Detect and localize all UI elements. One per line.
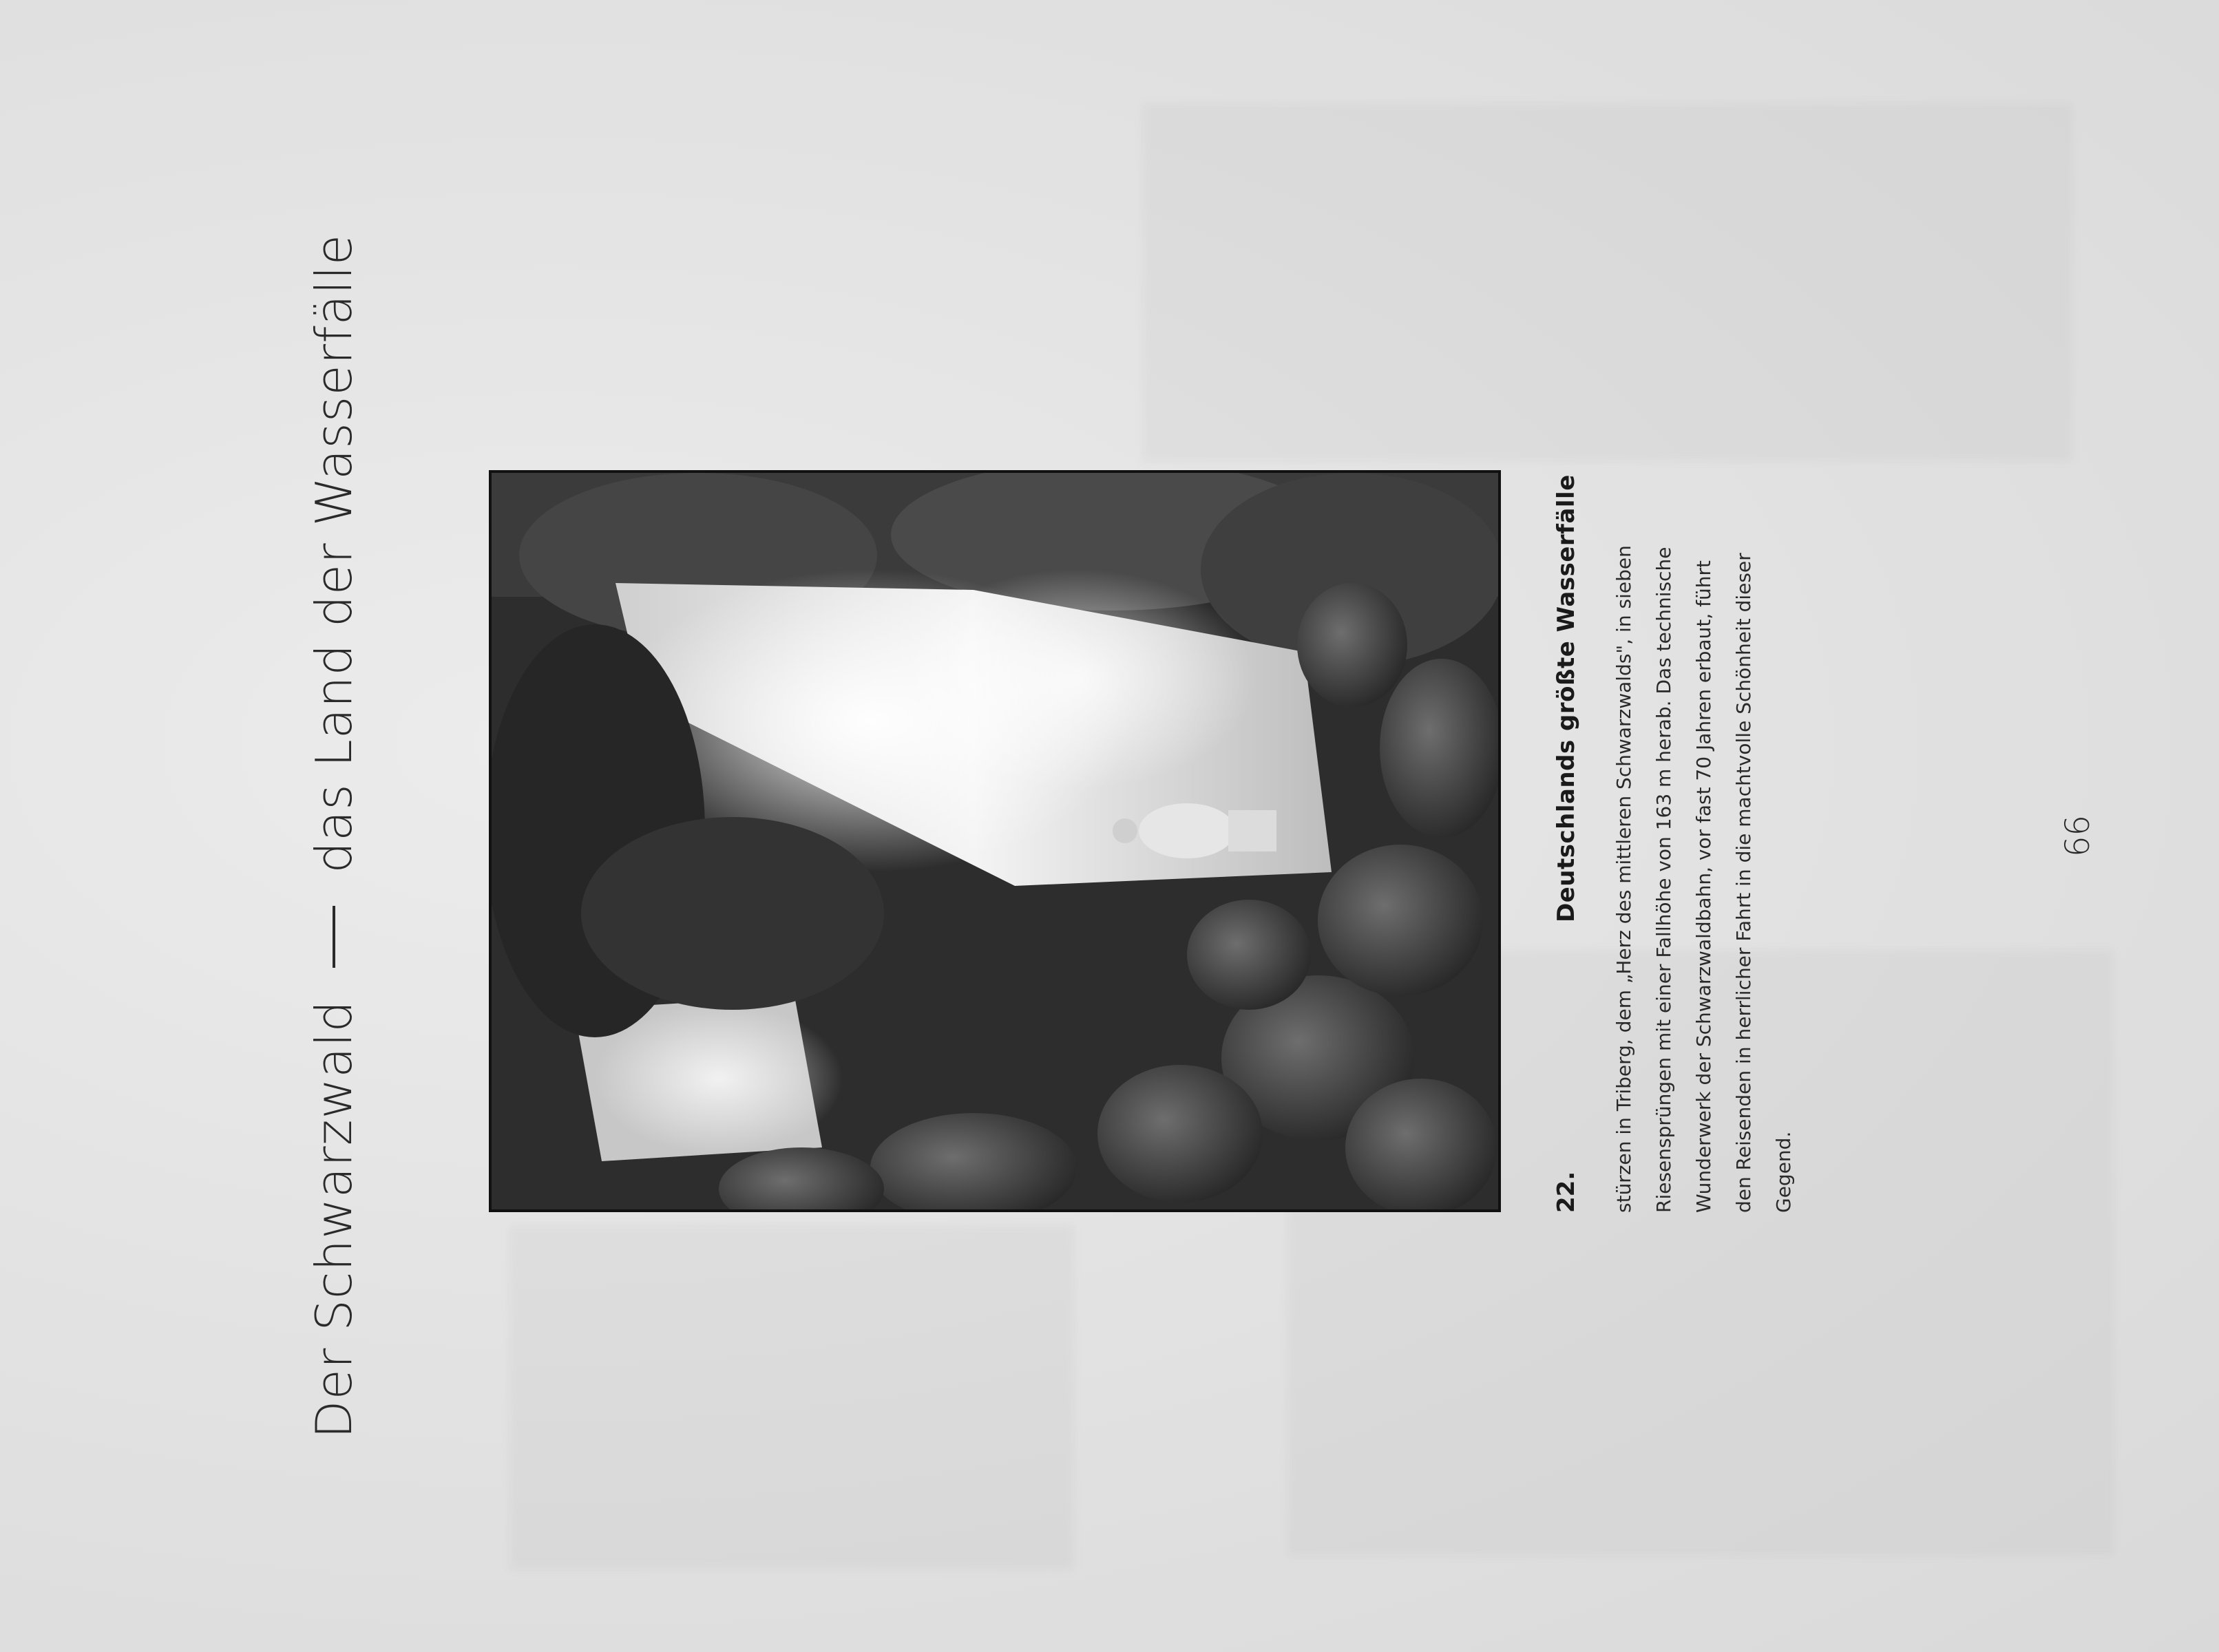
page-number: 66 [2059,814,2097,857]
heading-part-2: das Land der Wasserfälle [305,234,363,873]
caption-line: Gegend. [1772,1131,1795,1213]
caption-line: Riesensprüngen mit einer Fallhöhe von 163 m herab. Das technische [1652,547,1675,1213]
waterfall-photo-art [492,473,1498,1209]
caption-line: stürzen in Triberg, dem „Herz des mittleren Schwarzwalds", in sieben [1612,545,1635,1213]
caption-body [1604,456,1804,1213]
caption-line: Wunderwerk der Schwarzwaldbahn, vor fast 70 Jahren erbaut, führt [1692,560,1715,1213]
waterfall-photo [489,470,1501,1212]
heading-dash [333,906,335,968]
caption-title: Deutschlands größte Wasserfälle [1553,474,1580,922]
caption-line: den Reisenden in herrlicher Fahrt in die machtvolle Schönheit dieser [1732,553,1755,1213]
page-heading [296,234,372,1439]
caption-number: 22. [1553,1171,1580,1213]
heading-part-1: Der Schwarzwald [305,999,363,1439]
